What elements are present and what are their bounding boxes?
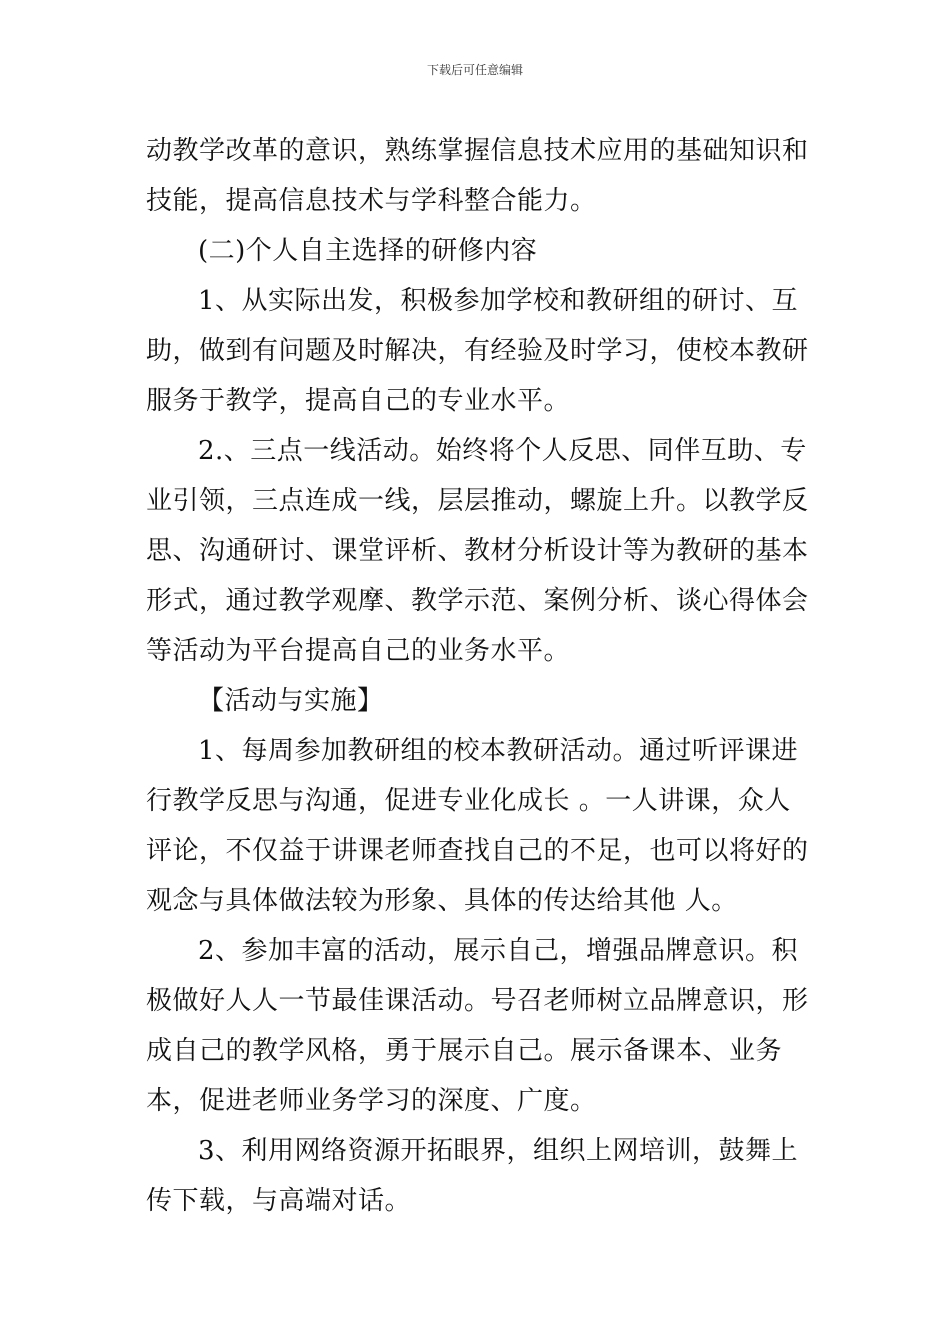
paragraph-activity-3: 3、利用网络资源开拓眼界，组织上网培训，鼓舞上传下载，与高端对话。 <box>146 1136 799 1216</box>
page-header: 下载后可任意编辑 <box>426 63 523 77</box>
paragraph-activity-2: 2、参加丰富的活动，展示自己，增强品牌意识。积极做好人人一节最佳课活动。号召老师树立品牌意识，形成自己的教学风格，勇于展示自己。展示备课本、业务本，促进老师业务学习的深度、广度。 <box>146 936 809 1116</box>
document-body <box>146 126 816 1226</box>
paragraph-continuation: 动教学改革的意识，熟练掌握信息技术应用的基础知识和技能，提高信息技术与学科整合能力。 <box>146 136 809 216</box>
section-heading-self-selected-content: (二)个人自主选择的研修内容 <box>198 236 538 266</box>
paragraph-item-2: 2.、三点一线活动。始终将个人反思、同伴互助、专业引领，三点连成一线，层层推动，螺旋上升。以教学反思、沟通研讨、课堂评析、教材分析设计等为教研的基本形式，通过教学观摩、教学示范、案例分析、谈心得体会等活动为平台提高自己的业务水平。 <box>146 436 809 666</box>
section-heading-activities: 【活动与实施】 <box>198 686 384 716</box>
paragraph-item-1: 1、从实际出发，积极参加学校和教研组的研讨、互助，做到有问题及时解决，有经验及时学习，使校本教研服务于教学，提高自己的专业水平。 <box>146 286 809 416</box>
paragraph-activity-1: 1、每周参加教研组的校本教研活动。通过听评课进行教学反思与沟通，促进专业化成长 。一人讲课，众人评论，不仅益于讲课老师查找自己的不足，也可以将好的观念与具体做法较为形象、具体的传达给其他 人。 <box>146 736 809 916</box>
